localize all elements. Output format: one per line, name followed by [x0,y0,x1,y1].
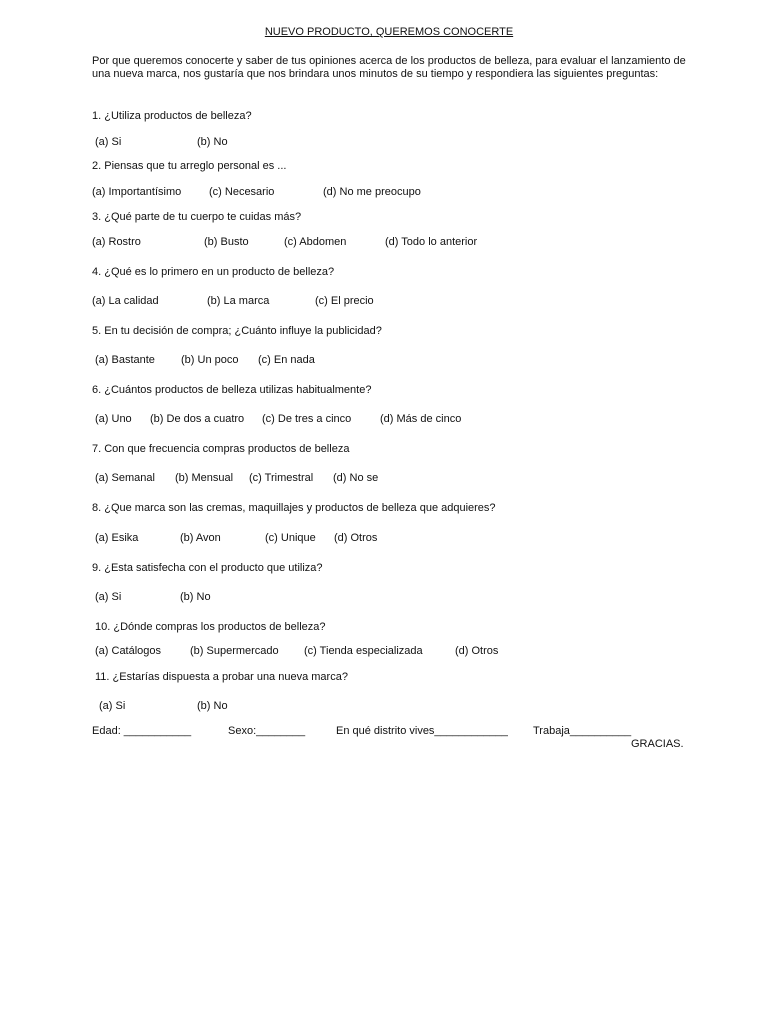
q3-option-a[interactable]: (a) Rostro [92,236,141,248]
q9-option-a[interactable]: (a) Si [95,591,122,603]
question-1: 1. ¿Utiliza productos de belleza? [92,110,252,122]
q8-option-c[interactable]: (c) Unique [265,532,316,544]
question-11: 11. ¿Estarías dispuesta a probar una nueva marca? [95,671,348,683]
q4-option-b[interactable]: (b) La marca [207,295,270,307]
q11-option-b[interactable]: (b) No [197,700,228,712]
edad-field[interactable]: Edad: ___________ [92,725,192,737]
q8-option-d[interactable]: (d) Otros [334,532,378,544]
trabaja-field[interactable]: Trabaja__________ [533,725,632,737]
question-6: 6. ¿Cuántos productos de belleza utilizas habitualmente? [92,384,372,396]
q1-option-a[interactable]: (a) Si [95,136,122,148]
q9-option-b[interactable]: (b) No [180,591,211,603]
q7-option-b[interactable]: (b) Mensual [175,472,234,484]
q8-option-a[interactable]: (a) Esika [95,532,139,544]
q2-option-c[interactable]: (c) Necesario [209,186,275,198]
q10-option-d[interactable]: (d) Otros [455,645,499,657]
q10-option-c[interactable]: (c) Tienda especializada [304,645,423,657]
q4-option-c[interactable]: (c) El precio [315,295,374,307]
q7-option-c[interactable]: (c) Trimestral [249,472,314,484]
q3-option-d[interactable]: (d) Todo lo anterior [385,236,478,248]
q11-option-a[interactable]: (a) Si [99,700,126,712]
q1-option-b[interactable]: (b) No [197,136,228,148]
q3-option-c[interactable]: (c) Abdomen [284,236,347,248]
q7-option-d[interactable]: (d) No se [333,472,379,484]
question-7: 7. Con que frecuencia compras productos de belleza [92,443,350,455]
sexo-field[interactable]: Sexo:________ [228,725,306,737]
q4-option-a[interactable]: (a) La calidad [92,295,159,307]
gracias-text: GRACIAS. [631,738,684,750]
q8-option-b[interactable]: (b) Avon [180,532,221,544]
intro-paragraph: Por que queremos conocerte y saber de tus opiniones acerca de los productos de belleza, para evaluar el lanzamiento de una nueva marca, nos gustaría que nos brindara unos minutos de su tiempo y respondiera las siguientes preguntas: [92,55,686,80]
q5-option-a[interactable]: (a) Bastante [95,354,155,366]
question-5: 5. En tu decisión de compra; ¿Cuánto influye la publicidad? [92,325,382,337]
q3-option-b[interactable]: (b) Busto [204,236,249,248]
q7-option-a[interactable]: (a) Semanal [95,472,155,484]
q10-option-b[interactable]: (b) Supermercado [190,645,279,657]
q6-option-a[interactable]: (a) Uno [95,413,132,425]
q10-option-a[interactable]: (a) Catálogos [95,645,162,657]
q5-option-c[interactable]: (c) En nada [258,354,315,366]
q6-option-d[interactable]: (d) Más de cinco [380,413,462,425]
page-title: NUEVO PRODUCTO, QUEREMOS CONOCERTE [264,26,514,38]
q6-option-b[interactable]: (b) De dos a cuatro [150,413,245,425]
question-2: 2. Piensas que tu arreglo personal es ... [92,160,287,172]
q6-option-c[interactable]: (c) De tres a cinco [262,413,352,425]
question-4: 4. ¿Qué es lo primero en un producto de belleza? [92,266,335,278]
q2-option-a[interactable]: (a) Importantísimo [92,186,182,198]
q2-option-d[interactable]: (d) No me preocupo [323,186,421,198]
question-10: 10. ¿Dónde compras los productos de belleza? [95,621,326,633]
q5-option-b[interactable]: (b) Un poco [181,354,239,366]
question-9: 9. ¿Esta satisfecha con el producto que utiliza? [92,562,323,574]
question-8: 8. ¿Que marca son las cremas, maquillajes y productos de belleza que adquieres? [92,502,496,514]
question-3: 3. ¿Qué parte de tu cuerpo te cuidas más? [92,211,302,223]
distrito-field[interactable]: En qué distrito vives____________ [336,725,508,737]
